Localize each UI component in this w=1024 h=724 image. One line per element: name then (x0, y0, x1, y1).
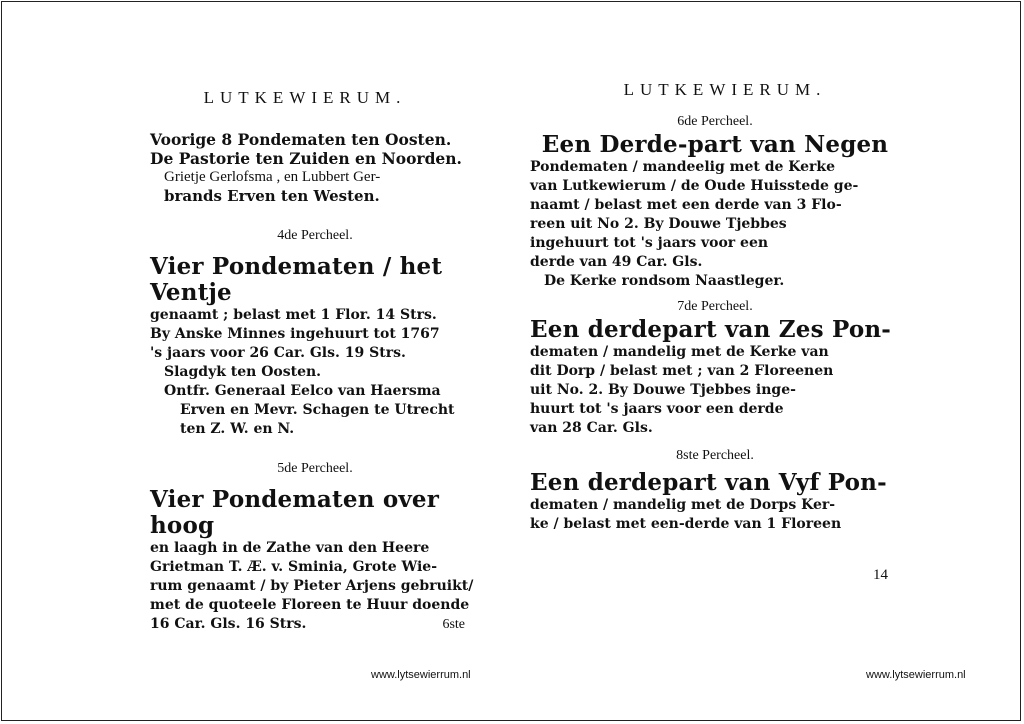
left-url: www.lytsewierrum.nl (371, 669, 471, 681)
text-line: Pondematen / mandeelig met de Kerke (530, 159, 836, 175)
left-running-head: LUTKEWIERUM. (203, 88, 407, 107)
text-line: Grietman T. Æ. v. Sminia, Grote Wie- (150, 559, 438, 575)
perceel-7-title: 7de Percheel. (677, 299, 753, 314)
perceel-7-heading: Een derdepart van Zes Pon- (530, 316, 892, 343)
text-line: derde van 49 Car. Gls. (530, 254, 703, 270)
perceel-6-heading: Een Derde-part van Negen (541, 131, 889, 158)
perceel-4-heading: Vier Pondematen / het Ventje (150, 253, 443, 306)
perceel-8-heading: Een derdepart van Vyf Pon- (530, 469, 887, 496)
text-line: Erven en Mevr. Schagen te Utrecht (180, 402, 455, 418)
text-line: Slagdyk ten Oosten. (164, 364, 322, 380)
text-line: naamt / belast met een derde van 3 Flo- (530, 197, 842, 213)
text-line: reen uit No 2. By Douwe Tjebbes (530, 216, 787, 232)
perceel-8-title: 8ste Percheel. (676, 448, 754, 463)
text-line: De Pastorie ten Zuiden en Noorden. (150, 149, 462, 168)
text-line: rum genaamt / by Pieter Arjens gebruikt/ (150, 578, 474, 594)
text-line: van Lutkewierum / de Oude Huisstede ge- (530, 178, 859, 194)
right-running-head: LUTKEWIERUM. (623, 80, 827, 99)
text-line: huurt tot 's jaars voor een derde (530, 401, 784, 417)
text-line: ingehuurt tot 's jaars voor een (530, 235, 769, 251)
text-line: dit Dorp / belast met ; van 2 Floreenen (530, 363, 834, 379)
right-page (530, 0, 900, 640)
perceel-5-body (150, 539, 480, 634)
perceel-6-body (530, 158, 900, 291)
left-block-1 (150, 130, 480, 206)
perceel-7-body (530, 343, 900, 438)
perceel-5-title: 5de Percheel. (277, 461, 353, 476)
text-line: 's jaars voor 26 Car. Gls. 19 Strs. (150, 345, 406, 361)
text-line: 16 Car. Gls. 16 Strs. (150, 616, 307, 632)
text-line: By Anske Minnes ingehuurt tot 1767 (150, 326, 440, 342)
text-line: brands Erven ten Westen. (164, 187, 380, 205)
text-line: van 28 Car. Gls. (530, 420, 653, 436)
page-number: 14 (873, 567, 888, 583)
text-line: Ontfr. Generaal Eelco van Haersma (164, 383, 441, 399)
perceel-5-heading: Vier Pondematen over hoog (150, 486, 440, 539)
perceel-4-title: 4de Percheel. (277, 228, 353, 243)
perceel-6-title: 6de Percheel. (677, 114, 753, 129)
text-line: en laagh in de Zathe van den Heere (150, 540, 430, 556)
last-line-row (150, 615, 465, 634)
text-line: Grietje Gerlofsma , en Lubbert Ger- (164, 169, 381, 185)
perceel-8-body (530, 496, 900, 534)
text-line: met de quoteele Floreen te Huur doende (150, 597, 470, 613)
left-page (150, 0, 480, 640)
text-line: Voorige 8 Pondematen ten Oosten. (150, 130, 452, 149)
text-line: ten Z. W. en N. (180, 421, 295, 437)
catchword: 6ste (442, 617, 465, 632)
text-line: ke / belast met een-derde van 1 Floreen (530, 516, 842, 532)
perceel-4-body (150, 306, 480, 439)
text-line: genaamt ; belast met 1 Flor. 14 Strs. (150, 307, 437, 323)
text-line: dematen / mandelig met de Dorps Ker- (530, 497, 836, 513)
text-line: dematen / mandelig met de Kerke van (530, 344, 829, 360)
text-line: De Kerke rondsom Naastleger. (544, 273, 785, 289)
text-line: uit No. 2. By Douwe Tjebbes inge- (530, 382, 796, 398)
right-url: www.lytsewierrum.nl (866, 669, 966, 681)
